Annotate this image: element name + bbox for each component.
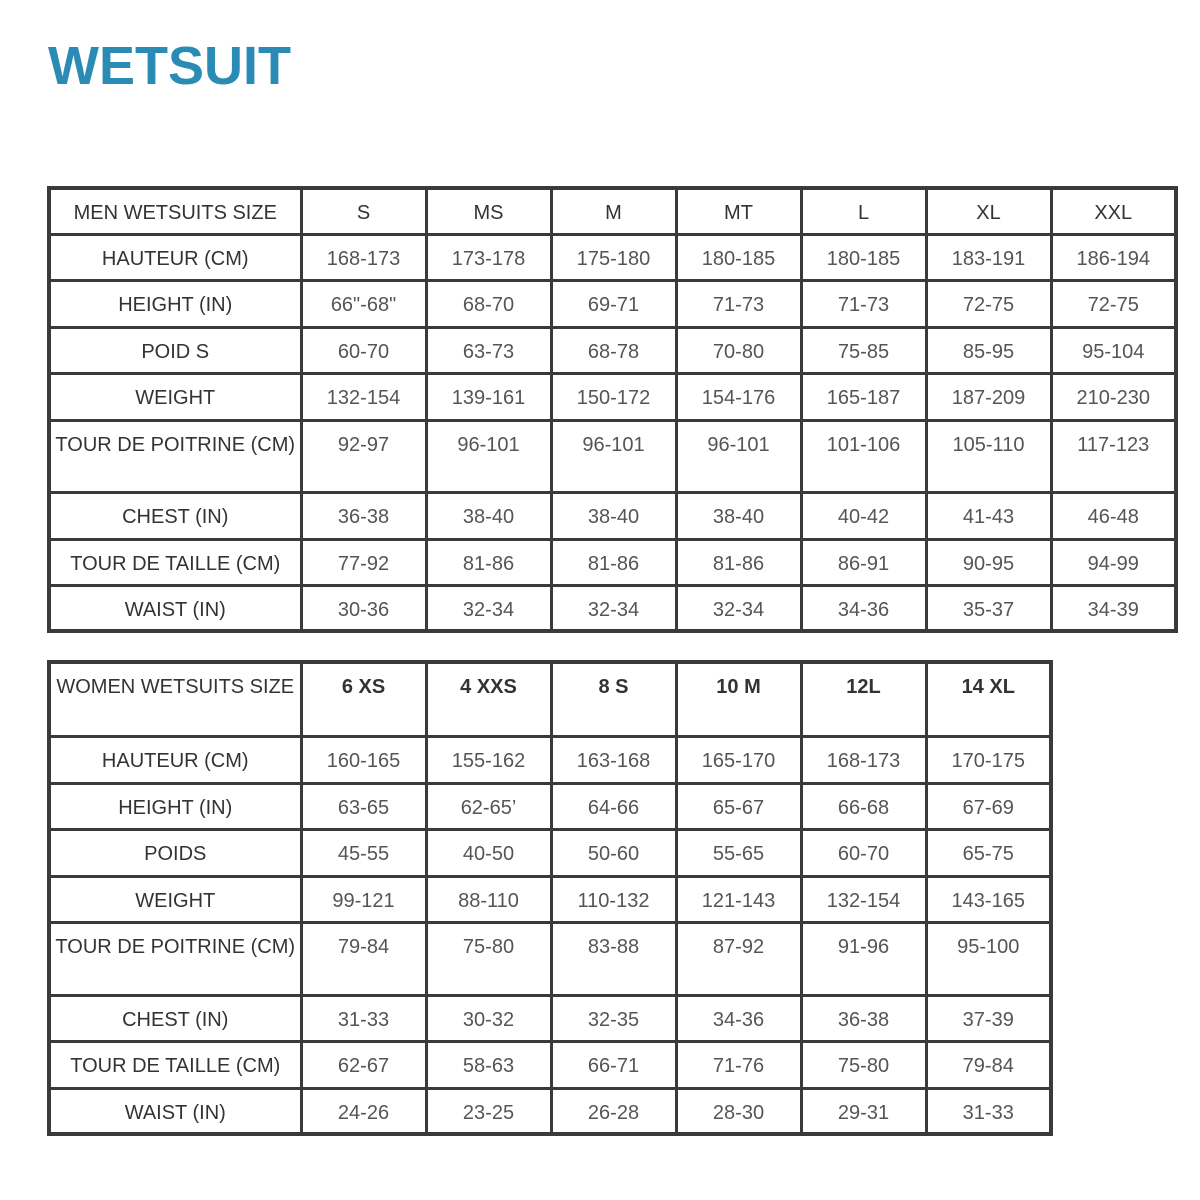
row-label: HEIGHT (IN) bbox=[49, 280, 301, 327]
table-header-row bbox=[49, 662, 1051, 736]
value-cell: 34-36 bbox=[676, 995, 801, 1041]
value-cell: 168-173 bbox=[301, 234, 426, 280]
value-cell: 30-36 bbox=[301, 585, 426, 631]
value-cell: 88-110 bbox=[426, 876, 551, 922]
value-cell: 81-86 bbox=[426, 539, 551, 585]
value-cell: 58-63 bbox=[426, 1041, 551, 1088]
value-cell: 28-30 bbox=[676, 1088, 801, 1134]
value-cell: 60-70 bbox=[301, 327, 426, 373]
value-cell: 67-69 bbox=[926, 783, 1051, 829]
value-cell: 71-73 bbox=[676, 280, 801, 327]
row-label: WEIGHT bbox=[49, 876, 301, 922]
value-cell: 40-42 bbox=[801, 492, 926, 539]
table-row bbox=[49, 829, 1051, 876]
value-cell: 32-34 bbox=[676, 585, 801, 631]
value-cell: 60-70 bbox=[801, 829, 926, 876]
value-cell: 32-34 bbox=[551, 585, 676, 631]
row-label: HAUTEUR (CM) bbox=[49, 234, 301, 280]
value-cell: 75-80 bbox=[426, 922, 551, 995]
table-row bbox=[49, 783, 1051, 829]
row-label: POIDS bbox=[49, 829, 301, 876]
table-row bbox=[49, 234, 1176, 280]
size-header-cell: M bbox=[551, 188, 676, 234]
size-header-cell: 12L bbox=[801, 662, 926, 736]
value-cell: 110-132 bbox=[551, 876, 676, 922]
table-header-row bbox=[49, 188, 1176, 234]
value-cell: 165-170 bbox=[676, 736, 801, 783]
value-cell: 79-84 bbox=[301, 922, 426, 995]
value-cell: 38-40 bbox=[676, 492, 801, 539]
value-cell: 77-92 bbox=[301, 539, 426, 585]
value-cell: 150-172 bbox=[551, 373, 676, 420]
size-header-cell: 8 S bbox=[551, 662, 676, 736]
page-title: WETSUIT bbox=[48, 36, 291, 96]
size-header-cell: MS bbox=[426, 188, 551, 234]
value-cell: 173-178 bbox=[426, 234, 551, 280]
table-row bbox=[49, 995, 1051, 1041]
value-cell: 90-95 bbox=[926, 539, 1051, 585]
value-cell: 139-161 bbox=[426, 373, 551, 420]
value-cell: 62-67 bbox=[301, 1041, 426, 1088]
value-cell: 66"-68" bbox=[301, 280, 426, 327]
value-cell: 168-173 bbox=[801, 736, 926, 783]
value-cell: 32-34 bbox=[426, 585, 551, 631]
value-cell: 117-123 bbox=[1051, 420, 1176, 492]
table-row bbox=[49, 1041, 1051, 1088]
value-cell: 38-40 bbox=[551, 492, 676, 539]
value-cell: 154-176 bbox=[676, 373, 801, 420]
value-cell: 71-73 bbox=[801, 280, 926, 327]
size-header-cell: MT bbox=[676, 188, 801, 234]
table-title-cell: MEN WETSUITS SIZE bbox=[49, 188, 301, 234]
value-cell: 132-154 bbox=[801, 876, 926, 922]
size-header-cell: XL bbox=[926, 188, 1051, 234]
value-cell: 66-68 bbox=[801, 783, 926, 829]
value-cell: 81-86 bbox=[676, 539, 801, 585]
row-label: CHEST (IN) bbox=[49, 492, 301, 539]
value-cell: 95-100 bbox=[926, 922, 1051, 995]
value-cell: 29-31 bbox=[801, 1088, 926, 1134]
value-cell: 36-38 bbox=[801, 995, 926, 1041]
value-cell: 46-48 bbox=[1051, 492, 1176, 539]
row-label: TOUR DE POITRINE (CM) bbox=[49, 420, 301, 492]
value-cell: 187-209 bbox=[926, 373, 1051, 420]
value-cell: 31-33 bbox=[301, 995, 426, 1041]
table-row bbox=[49, 922, 1051, 995]
value-cell: 69-71 bbox=[551, 280, 676, 327]
value-cell: 70-80 bbox=[676, 327, 801, 373]
value-cell: 132-154 bbox=[301, 373, 426, 420]
value-cell: 50-60 bbox=[551, 829, 676, 876]
value-cell: 121-143 bbox=[676, 876, 801, 922]
row-label: CHEST (IN) bbox=[49, 995, 301, 1041]
value-cell: 68-70 bbox=[426, 280, 551, 327]
value-cell: 65-75 bbox=[926, 829, 1051, 876]
value-cell: 96-101 bbox=[551, 420, 676, 492]
value-cell: 31-33 bbox=[926, 1088, 1051, 1134]
value-cell: 72-75 bbox=[1051, 280, 1176, 327]
table-row bbox=[49, 327, 1176, 373]
value-cell: 186-194 bbox=[1051, 234, 1176, 280]
value-cell: 105-110 bbox=[926, 420, 1051, 492]
table-row bbox=[49, 420, 1176, 492]
value-cell: 32-35 bbox=[551, 995, 676, 1041]
value-cell: 210-230 bbox=[1051, 373, 1176, 420]
row-label: WEIGHT bbox=[49, 373, 301, 420]
value-cell: 101-106 bbox=[801, 420, 926, 492]
value-cell: 175-180 bbox=[551, 234, 676, 280]
value-cell: 81-86 bbox=[551, 539, 676, 585]
value-cell: 68-78 bbox=[551, 327, 676, 373]
value-cell: 180-185 bbox=[801, 234, 926, 280]
value-cell: 79-84 bbox=[926, 1041, 1051, 1088]
value-cell: 95-104 bbox=[1051, 327, 1176, 373]
value-cell: 40-50 bbox=[426, 829, 551, 876]
value-cell: 163-168 bbox=[551, 736, 676, 783]
table-row bbox=[49, 280, 1176, 327]
value-cell: 45-55 bbox=[301, 829, 426, 876]
value-cell: 165-187 bbox=[801, 373, 926, 420]
value-cell: 26-28 bbox=[551, 1088, 676, 1134]
value-cell: 23-25 bbox=[426, 1088, 551, 1134]
row-label: WAIST (IN) bbox=[49, 1088, 301, 1134]
size-header-cell: S bbox=[301, 188, 426, 234]
value-cell: 35-37 bbox=[926, 585, 1051, 631]
value-cell: 99-121 bbox=[301, 876, 426, 922]
value-cell: 71-76 bbox=[676, 1041, 801, 1088]
row-label: HAUTEUR (CM) bbox=[49, 736, 301, 783]
size-header-cell: 14 XL bbox=[926, 662, 1051, 736]
size-header-cell: 10 M bbox=[676, 662, 801, 736]
value-cell: 183-191 bbox=[926, 234, 1051, 280]
table-row bbox=[49, 492, 1176, 539]
table-row bbox=[49, 876, 1051, 922]
value-cell: 63-73 bbox=[426, 327, 551, 373]
value-cell: 160-165 bbox=[301, 736, 426, 783]
value-cell: 64-66 bbox=[551, 783, 676, 829]
size-header-cell: L bbox=[801, 188, 926, 234]
value-cell: 63-65 bbox=[301, 783, 426, 829]
table-row bbox=[49, 373, 1176, 420]
row-label: WAIST (IN) bbox=[49, 585, 301, 631]
value-cell: 75-80 bbox=[801, 1041, 926, 1088]
table-row bbox=[49, 1088, 1051, 1134]
table-row bbox=[49, 585, 1176, 631]
value-cell: 72-75 bbox=[926, 280, 1051, 327]
value-cell: 65-67 bbox=[676, 783, 801, 829]
value-cell: 36-38 bbox=[301, 492, 426, 539]
table-row bbox=[49, 736, 1051, 783]
value-cell: 92-97 bbox=[301, 420, 426, 492]
value-cell: 55-65 bbox=[676, 829, 801, 876]
value-cell: 37-39 bbox=[926, 995, 1051, 1041]
value-cell: 62-65’ bbox=[426, 783, 551, 829]
value-cell: 66-71 bbox=[551, 1041, 676, 1088]
value-cell: 86-91 bbox=[801, 539, 926, 585]
row-label: TOUR DE TAILLE (CM) bbox=[49, 1041, 301, 1088]
value-cell: 94-99 bbox=[1051, 539, 1176, 585]
value-cell: 87-92 bbox=[676, 922, 801, 995]
women-size-table bbox=[47, 660, 1053, 1136]
value-cell: 30-32 bbox=[426, 995, 551, 1041]
value-cell: 41-43 bbox=[926, 492, 1051, 539]
size-header-cell: XXL bbox=[1051, 188, 1176, 234]
table-title-cell: WOMEN WETSUITS SIZE bbox=[49, 662, 301, 736]
row-label: HEIGHT (IN) bbox=[49, 783, 301, 829]
value-cell: 38-40 bbox=[426, 492, 551, 539]
row-label: TOUR DE TAILLE (CM) bbox=[49, 539, 301, 585]
value-cell: 155-162 bbox=[426, 736, 551, 783]
value-cell: 170-175 bbox=[926, 736, 1051, 783]
value-cell: 96-101 bbox=[676, 420, 801, 492]
value-cell: 34-36 bbox=[801, 585, 926, 631]
men-size-table bbox=[47, 186, 1178, 633]
value-cell: 180-185 bbox=[676, 234, 801, 280]
value-cell: 85-95 bbox=[926, 327, 1051, 373]
value-cell: 75-85 bbox=[801, 327, 926, 373]
value-cell: 91-96 bbox=[801, 922, 926, 995]
value-cell: 83-88 bbox=[551, 922, 676, 995]
value-cell: 34-39 bbox=[1051, 585, 1176, 631]
value-cell: 143-165 bbox=[926, 876, 1051, 922]
size-header-cell: 6 XS bbox=[301, 662, 426, 736]
row-label: POID S bbox=[49, 327, 301, 373]
table-row bbox=[49, 539, 1176, 585]
size-header-cell: 4 XXS bbox=[426, 662, 551, 736]
value-cell: 24-26 bbox=[301, 1088, 426, 1134]
value-cell: 96-101 bbox=[426, 420, 551, 492]
row-label: TOUR DE POITRINE (CM) bbox=[49, 922, 301, 995]
